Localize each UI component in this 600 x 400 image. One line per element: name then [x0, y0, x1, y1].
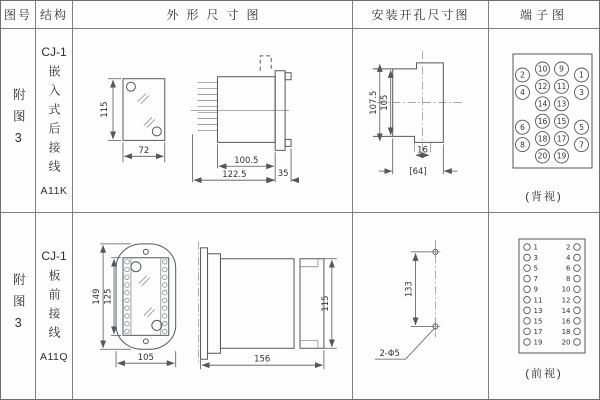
terminal-number: 13 [533, 306, 543, 315]
terminal-hole [574, 307, 581, 314]
header-fig-no: 图号 [1, 1, 36, 29]
front-view-terminal-dot [125, 321, 130, 326]
row2-install-drawing [353, 214, 488, 399]
row2-hole-spec-label: 2-Φ5 [379, 347, 400, 358]
terminal-number: 5 [579, 122, 584, 132]
terminal-number: 11 [533, 296, 543, 305]
terminal-number: 14 [561, 306, 571, 315]
front-view-terminal-dot [125, 329, 130, 334]
terminal-number: 17 [556, 133, 567, 143]
row2-side-view [201, 247, 324, 358]
terminal-number: 6 [520, 122, 525, 132]
row1-dim-front-height: 115 [99, 101, 110, 118]
row1-dim-inner-height: 105 [379, 94, 390, 111]
terminal-hole [574, 275, 581, 282]
row1-front-dims [108, 79, 165, 163]
row1-dim-body-length: 100.5 [234, 154, 259, 165]
front-view-terminal-dot [125, 290, 130, 295]
terminal-number: 8 [520, 139, 525, 149]
row1-dim-flange-depth: 35 [277, 168, 289, 179]
terminal-number: 2 [520, 70, 525, 80]
front-view-terminal-dot [162, 313, 167, 318]
row2-mount-desc: 板前接线 [47, 269, 61, 345]
terminal-hole [524, 254, 531, 261]
terminal-number: 7 [533, 275, 538, 284]
terminal-hole [524, 286, 531, 293]
row1-terminal-cell [489, 29, 599, 213]
row1-structure-cell [36, 29, 73, 213]
front-view-terminal-dot [162, 305, 167, 310]
terminal-number: 16 [537, 116, 548, 126]
front-view-terminal-dot [162, 321, 167, 326]
terminal-number: 2 [566, 243, 571, 252]
terminal-hole [524, 244, 531, 251]
front-view-terminal-dot [162, 298, 167, 303]
front-view-terminal-dot [125, 298, 130, 303]
row2-dim-rear-height: 115 [319, 294, 330, 312]
row1-outline-cell [73, 29, 353, 213]
terminal-number: 16 [561, 317, 571, 326]
terminal-hole [574, 339, 581, 346]
terminal-number: 10 [537, 64, 548, 74]
row1-dim-outer-height: 107.5 [367, 90, 378, 115]
terminal-number: 15 [533, 317, 543, 326]
terminal-hole [524, 318, 531, 325]
terminal-hole [524, 339, 531, 346]
terminal-hole [574, 296, 581, 303]
terminal-number: 8 [566, 275, 571, 284]
front-view-terminal-dot [162, 267, 167, 272]
terminal-number: 3 [579, 87, 584, 97]
terminal-hole [574, 265, 581, 272]
terminal-number: 12 [561, 296, 571, 305]
row1-terminal-diagram [489, 38, 599, 184]
terminal-number: 19 [533, 338, 543, 347]
header-terminal: 端子图 [489, 1, 599, 29]
terminal-number: 20 [537, 151, 548, 161]
terminal-hole [574, 318, 581, 325]
row2-dim-hole-pitch: 133 [403, 280, 414, 297]
front-view-terminal-dot [162, 259, 167, 264]
terminal-number: 3 [533, 254, 538, 263]
front-view-terminal-dot [125, 267, 130, 272]
row2-view-label: (前视) [525, 368, 563, 380]
row2-outline-cell [73, 213, 353, 399]
header-install: 安装开孔尺寸图 [353, 1, 489, 29]
row2-install-dims [375, 251, 435, 358]
row1-cutout-dims [379, 64, 457, 177]
row2-outline-drawing [73, 214, 352, 399]
front-view-terminal-dot [162, 290, 167, 295]
row2-terminal-box [519, 239, 585, 353]
row1-front-view [123, 79, 165, 141]
row1-view-label: (背视) [525, 190, 563, 203]
row2-fig-no: 附图3 [11, 273, 26, 339]
row1-mount-desc: 嵌入式后接线 [47, 64, 61, 179]
terminal-number: 12 [537, 81, 548, 91]
row2-front-view [116, 243, 176, 348]
row2-dim-front-height: 149 [91, 287, 102, 305]
terminal-number: 18 [561, 327, 571, 336]
terminal-number: 4 [520, 87, 525, 97]
row1-dim-front-width: 72 [138, 144, 150, 155]
terminal-number: 1 [533, 243, 538, 252]
terminal-number: 19 [556, 151, 567, 161]
terminal-number: 15 [556, 116, 567, 126]
row2-dim-inner-height: 125 [102, 287, 113, 305]
terminal-hole [574, 328, 581, 335]
terminal-hole [524, 328, 531, 335]
row1-fig-no-cell [1, 29, 36, 213]
terminal-number: 17 [533, 327, 543, 336]
front-terminal-grid [524, 244, 581, 347]
terminal-number: 6 [566, 264, 571, 273]
row2-terminal-cell [489, 213, 599, 399]
terminal-number: 7 [579, 139, 584, 149]
row2-dim-total-length: 156 [254, 353, 271, 364]
terminal-hole [524, 296, 531, 303]
front-view-terminal-dot [162, 274, 167, 279]
header-outline: 外形尺寸图 [73, 1, 353, 29]
front-view-terminal-dot [125, 259, 130, 264]
terminal-number: 20 [561, 338, 571, 347]
terminal-hole [574, 244, 581, 251]
terminal-number: 4 [566, 254, 571, 263]
rear-terminal-grid [516, 62, 589, 163]
row1-dim-notch-width: 16 [417, 144, 428, 155]
front-view-terminal-dot [125, 282, 130, 287]
row1-dim-total-length: 122.5 [222, 169, 247, 180]
row1-dim-total-width: [64] [409, 166, 427, 177]
terminal-number: 18 [537, 133, 548, 143]
front-view-terminal-dot [125, 274, 130, 279]
terminal-number: 10 [561, 285, 571, 294]
row2-side-dims [201, 258, 337, 368]
row2-fig-no-cell [1, 213, 36, 399]
row1-fig-no: 附图3 [11, 87, 26, 154]
terminal-number: 1 [579, 70, 584, 80]
terminal-number: 14 [537, 99, 548, 108]
terminal-number: 9 [559, 64, 564, 74]
row1-outline-drawing [73, 29, 352, 212]
terminal-hole [524, 275, 531, 282]
front-view-terminal-dot [162, 329, 167, 334]
row2-structure-cell [36, 213, 73, 399]
row2-dim-front-width: 105 [137, 351, 154, 362]
front-view-terminal-dot [125, 313, 130, 318]
row1-side-view [191, 56, 291, 150]
row2-install-cell [353, 213, 489, 399]
front-view-terminal-dot [125, 305, 130, 310]
terminal-hole [524, 265, 531, 272]
terminal-number: 13 [556, 99, 567, 108]
row1-install-cell [353, 29, 489, 213]
front-view-terminal-dot [162, 282, 167, 287]
terminal-number: 9 [533, 285, 538, 294]
terminal-hole [574, 254, 581, 261]
row1-install-drawing [353, 29, 488, 212]
terminal-number: 5 [533, 264, 538, 273]
row2-model: CJ-1 [41, 249, 67, 263]
terminal-hole [574, 286, 581, 293]
row2-code: A11Q [39, 351, 69, 363]
header-structure: 结构 [36, 1, 73, 29]
row1-model: CJ-1 [41, 44, 67, 59]
terminal-hole [524, 307, 531, 314]
row1-code: A11K [40, 184, 68, 197]
row2-terminal-diagram [489, 231, 599, 361]
terminal-number: 11 [556, 81, 567, 91]
